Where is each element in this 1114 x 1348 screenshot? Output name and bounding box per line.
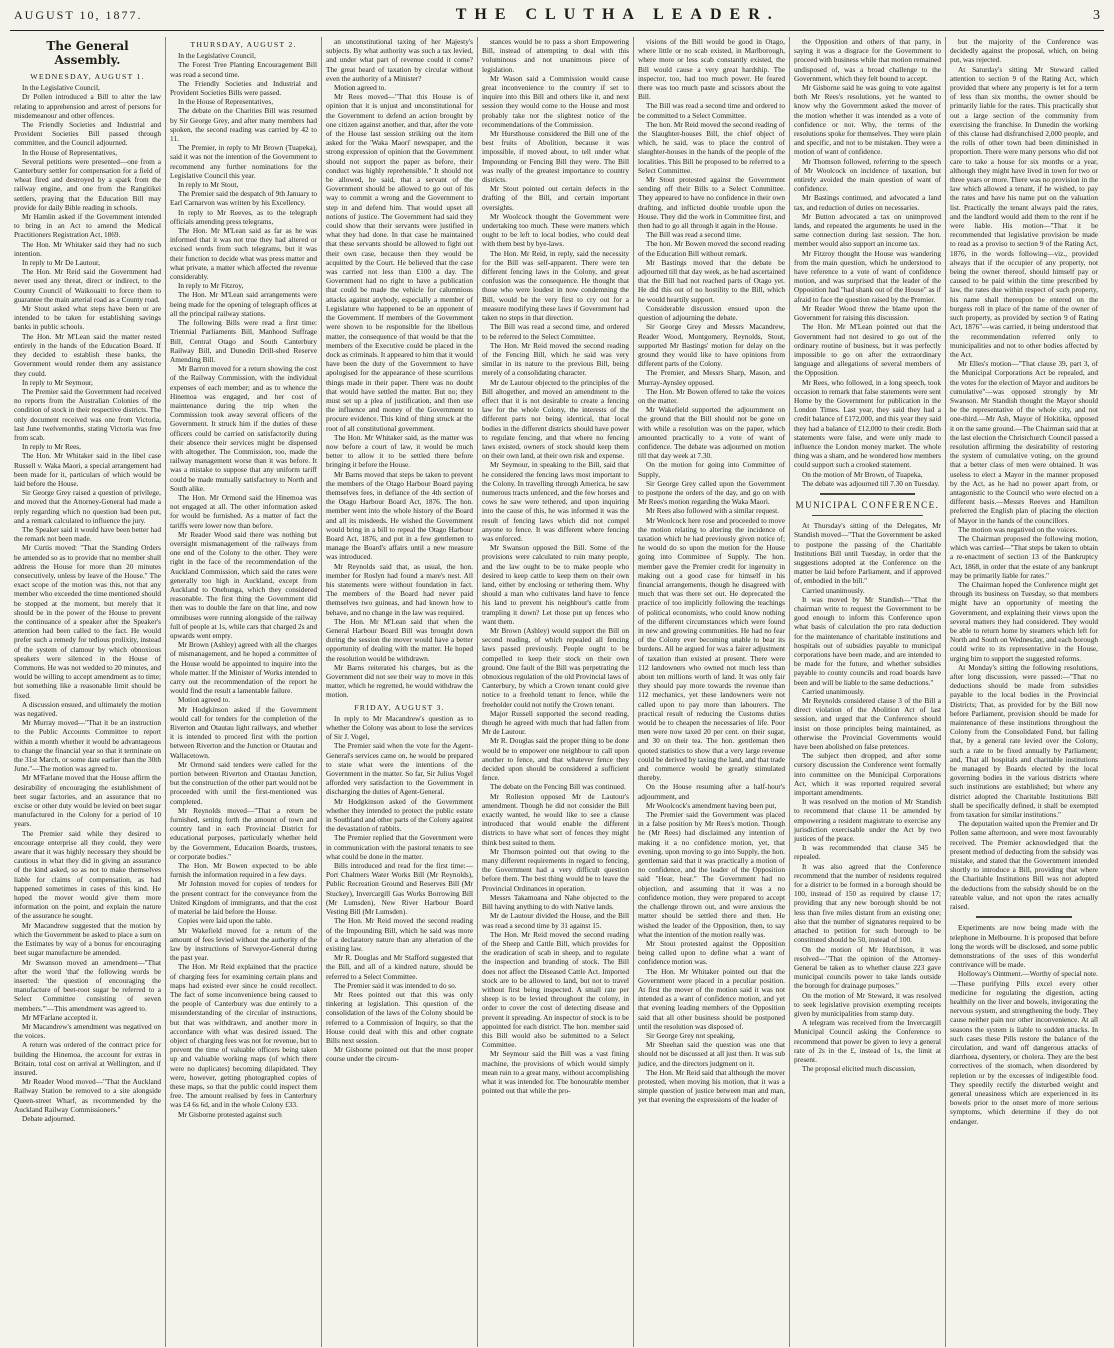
paragraph: Mr Ormond said tenders were called for the portion between Riverton and Otautau Junction, but the construction of the other part would not be proceeded with until the first-mentioned was completed.	[170, 759, 317, 806]
paragraph: Mr Woolcock thought the Government were undertaking too much. These were matters which ought to be left to local bodies, who could deal with them best by bye-laws.	[482, 211, 629, 249]
paragraph: Major Russell supported the second reading, though he agreed with much that had fallen from Mr de Lautour.	[482, 708, 629, 737]
paragraph: Mr Swanson opposed the Bill. Some of the provisions were calculated to ruin many people, and the law ought to be to make people who desired to keep cattle to keep them on their own land, either by enclosing or tethering them. Why should a man who cultivates land have to fence his land to prevent his neighbour's cattle from trampling it down? Let those put up fences who want them.	[482, 543, 629, 626]
masthead	[10, 6, 1104, 31]
paragraph: Mr Gisborne said he was going to vote against both Mr Rees's resolutions, yet he wanted to know why the Government asked the mover of the motion whether it was intended as a vote of confidence or not. Why, the terms of the resolutions spoke for themselves. They were plain and specific, and not to be mistaken. They were a motion of want of confidence.	[794, 83, 941, 157]
paragraph: The Hon. Mr Reid moved the second reading of the Impounding Bill, which he said was more of a declaratory nature than any alteration of the existing law.	[326, 916, 473, 953]
paragraph: It was recommended that clause 345 be repealed.	[794, 843, 941, 862]
paragraph: On the motion for going into Committee of Supply,	[638, 460, 785, 479]
paragraph: The Hon. Mr Whitaker said they had no such intention.	[14, 239, 161, 258]
columns	[10, 37, 1104, 1347]
page-number: 3	[1093, 8, 1100, 23]
paragraph: The Premier said the Government had received no reports from the Australian Colonies of the condition of stock in their respective districts. The only document received was one from Victoria, last June twelvemonths, stating Victoria was free from scab.	[14, 386, 161, 442]
paragraph: Mr R. Douglas said the proper thing to be done would be to empower one neighbour to call upon another to fence, and that whatever fence they decided upon should be considered a sufficient fence.	[482, 736, 629, 783]
paragraph: The Hon. Mr M'Lean said the matter rested entirely in the hands of the Education Board. If they decided to establish these banks, the Government would render them any assistance they could.	[14, 331, 161, 378]
paragraph: The following Bills were read a first time: Triennial Parliaments Bill, Manhood Suffrage Bill, Central Otago and South Canterbury Railway Bill, and Dunedin Drill-shed Reserve Amending Bill.	[170, 318, 317, 364]
paragraph: The Premier said the despatch of 9th January to Earl Carnarvon was written by his Excellency.	[170, 189, 318, 208]
paragraph: Mr M'Farlane moved that the House affirm the desirability of encouraging the establishment of beet sugar factories, and an assurance that no excise or other duty would be levied on beet sugar manufactured in the Colony for a period of 10 years.	[14, 773, 161, 829]
paragraph: On the motion of Mr Steward, it was resolved to seek legislative provision exempting receipts given by municipalities from stamp duty.	[794, 990, 941, 1018]
paragraph: In reply to Mr De Lautour,	[22, 258, 100, 268]
paragraph: In the House of Representatives,	[178, 97, 274, 107]
paragraph: Mr Woolcock here rose and proceeded to move the motion relating to altering the incidence of taxation which he had previously given notice of; he would do so upon the motion for the House going into Committee of Supply. The hon. member gave the Premier credit for ingenuity in making out a good case for himself in his financial arrangements, though he disagreed with much that was there set out. He deprecated the practice of too implicitly following the teachings of political economists, who could know nothing of the different circumstances which were found in new and growing communities. He had no fear of the Colony ever becoming unable to bear its burdens. All he argued for was a fairer adjustment of taxation than existed at present. There were 112 landowners who owned not much less than about ten millions worth of land. It was only fair they should pay more towards the revenue than 112 mechanics, yet these landowners were not called upon to pay more than labourers. The practical result of reducing the Customs duties would be to cheapen the necessaries of life. Poor men were now taxed 20 per cent. on their sugar, and 30 on their tea. The hon. gentleman then quoted statistics to show that a very large revenue could be derived by taxing the land, and that trade and commerce would be greatly stimulated thereby.	[638, 515, 785, 783]
paragraph: The Bill was read a second time.	[646, 230, 742, 240]
paragraph: The Friendly Societies and Industrial and Provident Societies Bill passed through committee, and the Council adjourned.	[14, 120, 161, 148]
paragraph: Mr Elles's motion—"That clause 39, part 3, of the Municipal Corporations Act be repealed, and the votes for the election of Mayor and auditors be cumulative"—was opposed strongly by Mr Swanson. Mr Standish thought the Mayor should be the representative of the whole city, and not one-third.—Mr Ash, Mayor of Hokitika, opposed it on the same ground.—The Chairman said that at the last election the Christchurch Council passed a resolution affirming the desirability of restoring the system of cumulative voting, on the ground that a better class of men were obtained. It was useless to elect a Mayor in the manner proposed by the Act, as he had no power apart from, or antagonistic to the Council who were elected on a different basis.—Messrs Reeves and Hamilton preferred the English plan of placing the election of Mayor in the hands of the councillors.	[950, 359, 1098, 525]
paragraph: Mr Swanson moved an amendment—"That after the word 'that' the following words be inserted: 'the question of encouraging the manufacture of beet-root sugar be referred to a Select Committee consisting of seven members.'"—This amendment was agreed to.	[14, 957, 161, 1013]
paragraph: Mr Hursthouse considered the Bill one of the best fruits of Abolition, because it was impossible, if moved about, to tell under what Impounding or Fencing Bill they were. The Bill was really of the greatest importance to country districts.	[482, 129, 629, 185]
paragraph: Mr Button advocated a tax on unimproved lands, and repeated the arguments he used in the same connection during last session. The hon. member would also support an income tax.	[794, 211, 941, 249]
paragraph: Mr Reynolds said that, as usual, the hon. member for Roslyn had found a mare's nest. All his statements were without foundation in fact. The members of the Board had never paid themselves two guineas, and had known how to behave, and no change in the law was required.	[326, 561, 473, 617]
paragraph: In the House of Representatives,	[22, 147, 118, 157]
paragraph: The Chairman proposed the following motion, which was carried—"That steps be taken to obtain a re-enactment of section 13 of the Bankruptcy Act, 1868, in order that the estate of any bankrupt may be primarily liable for rates."	[950, 533, 1098, 580]
paragraph: Mr Barron moved for a return showing the cost of the Railway Commission, with the individual expenses of each member; and as to whence the Hinemoa was engaged, and her cost of maintenance during the trip when the Commission took away several officers of the Government. It struck him if the duties of these officers could be carried on satisfactorily during their absence their services might be dispensed with altogether. The Commission, too, made the railway management worse than it was before. It was a mistake to suppose that any uniform tariff could be made mutually satisfactory to North and South alike.	[170, 364, 317, 493]
paragraph: Mr Wason said a Commission would cause great inconvenience to the country if set to inquire into this Bill and others like it, and next session they would come to the House and most probably take not the slightest notice of the recommendations of the Commission.	[482, 73, 629, 129]
paragraph: Mr Johnston moved for copies of tenders for the present contract for the conveyance from the United Kingdom of immigrants, and that the cost of material be laid before the House.	[170, 879, 317, 917]
paragraph: Mr Rees moved—"That this House is of opinion that it is unjust and unconstitutional for the Government to defend an action brought by one citizen against another, and that, after the vote of the House last session striking out the item asked for the 'Waka Maori' newspaper, and the strong expression of opinion that the Government should not support the paper as before, their conduct was highly reprehensible." It should not be allowed, he said, that a servant of the Government should be allowed to go out of his way to commit a wrong and the Government to step in and defend him. That would upset all notions of justice. The Government had said they could show that their servants were justified in what they had done. In that case he maintained that these servants should be allowed to fight out their own case, because then they would be acquitted by the Court. He believed that the case was carried not less than £100 a day. The Government had no right to have a publication that could be made the vehicle for calumnious attacks against anybody, especially a member of Legislature who happened to be an opponent of the Government. If members of the Government were shown to be responsible for the libellous matter, the consequence of that would be that the members of the Executive could be placed in the dock as criminals. It appeared to him that it would have been the duty of the Government to have apologised for the appearance of these scurrilous things made in their paper. There was no doubt that would have settled the matter. But no; they must set up a plea of justification, and then use the influence and money of the Government to procure evidence. This kind of thing struck at the root of all constitutional government.	[326, 92, 473, 433]
paragraph: Mr M'Farlane accepted it.	[22, 1012, 98, 1022]
column-3	[322, 37, 478, 1347]
paragraph: Carried unanimously.	[802, 585, 865, 595]
paragraph: an unconstitutional taxing of her Majesty's subjects. By what authority was such a tax levied, and under what part of revenue could it come? The great heard of taxation by circular without even the authority of a Minister?	[326, 37, 473, 83]
section-heading: The General Assembly.	[46, 39, 129, 67]
paragraph: Mr Macandrew's amendment was negatived on the voices.	[14, 1021, 161, 1041]
column-7-body-continued	[950, 923, 1098, 1125]
paragraph: The Hon. Mr Whitaker said in the libel case Russell v. Waka Maori, a special arrangement had been made for it, particulars of which would be laid before the House.	[14, 451, 161, 488]
paragraph: It was resolved on the motion of Mr Standish to recommend that clause 11 be amended by empowering a resident magistrate to exercise any jurisdiction exercisable under the Act by two justices of the peace.	[794, 797, 941, 844]
column-3-body	[326, 37, 473, 700]
paragraph: The debate on the Fencing Bill was continued.	[490, 782, 626, 792]
paragraph: In the Legislative Council,	[22, 83, 100, 93]
paragraph: Sir George Grey and Messrs Macandrew, Reader Wood, Montgomery, Reynolds, Stout, supported Mr Bastings' motion for delay on the ground they would like to have opinions from different parts of the Colony.	[638, 322, 785, 369]
paragraph: The Friendly Societies and Industrial and Provident Societies Bills were passed.	[170, 78, 317, 98]
issue-date: AUGUST 10, 1877.	[14, 8, 143, 22]
paragraph: The Hon. Mr Reid moved the second reading of the Sheep and Cattle Bill, which provides for the eradication of scab in sheep, and to regulate the inspection and branding of stock. The Bill does not affect the Diseased Cattle Act. Imported stock are to be allowed to land, but not to travel without first being inspected. A small rate per sheep is to be levied throughout the colony, in order to cover the cost of detecting disease and prevent it spreading. An inspector of stock is to be appointed for each district. The hon. member said this Bill would also be submitted to a Select Committee.	[482, 929, 629, 1050]
column-6	[790, 37, 946, 1347]
divider	[976, 916, 1072, 918]
paragraph: A discussion ensued, and ultimately the motion was negatived.	[14, 699, 161, 719]
column-4	[478, 37, 634, 1347]
paragraph: Sir George Grey called upon the Government to postpone the orders of the day, and go on with Mr Rees's motion regarding the Waka Maori.	[638, 478, 785, 507]
paragraph: Debate adjourned.	[22, 1113, 76, 1123]
paragraph: The hon. Mr Reid moved the second reading of the Slaughter-houses Bill, the chief object of which, he said, was to place the control of slaughter-houses in the hands of the people of the localities. This Bill he proposed to be referred to a Select Committee.	[638, 119, 785, 175]
paragraph: In reply to Mr Fitzroy,	[178, 281, 244, 291]
paragraph: The Hon. Mr M'Lean pointed out that the Government had not desired to go out of the ordinary routine of business, but it was perfectly impossible to go on after the extraordinary language and allegations of several members of the Opposition.	[794, 322, 941, 378]
date-subhead: FRIDAY, AUGUST 3.	[354, 702, 445, 712]
paragraph: Mr Curtis moved: "That the Standing Orders be amended so as to provide that no member shall address the House for more than 20 minutes consecutively, unless by leave of the House." The exact scope of the motion was this, not that any member who exceeded the time mentioned should be stopped at the moment, but merely that it should be in the power of the House to prevent the continuance of a speaker after the Speaker's attention had been called to the fact. He would prefer such a remedy for tedious prolixity, instead of the system of clamour by which obnoxious speakers were silenced in the House of Commons. He was not wedded to 20 minutes, and would be willing to accept amendment as to time; but something like a reasonable limit should be fixed.	[14, 543, 161, 700]
paragraph: Mr R. Douglas and Mr Stafford suggested that the Bill, and all of a kindred nature, should be referred to a Select Committee.	[326, 953, 473, 981]
paragraph: Mr Brown (Ashley) would support the Bill on second reading, of which repealed all fencing laws passed previously. People ought to be compelled to keep their stock on their own ground. One fault of the Bill was perpetrating the obnoxious regulation of the old Provincial laws of Canterbury, by which a Crown tenant could give notice to a freehold tenant to fence, while the freeholder could not notify the Crown tenant.	[482, 626, 629, 709]
paragraph: Copies were laid upon the table.	[178, 916, 273, 926]
paragraph: The Premier said it was intended to do so.	[334, 980, 457, 990]
paragraph: On the House resuming after a half-hour's adjournment, and	[638, 782, 785, 801]
paragraph: Mr de Lautour objected to the principles of the Bill altogether, and moved an amendment to the effect that it is not desirable to create a fencing law for the whole Colony, the interests of the different parts not being identical, that local bodies in the different districts should have power to regulate fencing, and that where no fencing laws existed, owners of stock should keep them on their own land, at their own risk and expense.	[482, 377, 629, 461]
paragraph: Mr Wakefield supported the adjournment on the ground that the Bill should not be gone on with while a resolution was on the paper, which amounted practically to a vote of want of confidence. The debate was adjourned on motion till that day week at 7.30.	[638, 405, 785, 461]
paragraph: Mr Stout pointed out certain defects in the drafting of the Bill, and certain important oversights.	[482, 184, 629, 212]
paragraph: visions of the Bill would be good in Otago, where little or no scab existed, in Marlborough, where more or less scab constantly existed, the Bill would cause a very great hardship. The inspector, too, had too much power. He feared there was too much paste and scissors about the Bill.	[638, 37, 785, 102]
paragraph: Sir George Grey raised a question of privilege, and moved that the Attorney-General had made a reply regarding which no question had been put, and a remark calculated to influence the jury.	[14, 488, 161, 525]
section-title: MUNICIPAL CONFERENCE.	[795, 499, 940, 510]
column-4-body	[482, 37, 629, 1095]
paragraph: The deputation waited upon the Premier and Dr Pollen same afternoon, and were most favourably received. The Premier acknowledged that the present method of deducting from the subsidy was mistake, and stated that the Government intended shortly to introduce a Bill, providing that where the Charitable Institutions Bill was not adopted the deductions from the subsidy should be on the rateable value, and not upon the rates actually raised.	[950, 819, 1098, 912]
paragraph: In reply to Mr Seymour,	[22, 377, 93, 387]
paragraph: Mr Thomson followed, referring to the speech of Mr Woolcock on incidence of taxation, but entirely avoided the main question of want of confidence.	[794, 156, 941, 194]
paragraph: Mr Reynolds considered clause 3 of the Bill a direct violation of the Abolition Act of last session, and urged that the Conference should insist on those principles being maintained, as otherwise the Provincial Governments would have been abolished on false pretences.	[794, 696, 941, 752]
paragraph: The proposal elicited much discussion,	[802, 1064, 916, 1074]
paragraph: The debate was adjourned till 7.30 on Tuesday.	[802, 478, 940, 488]
paragraph: At Saturday's sitting Mr Steward called attention to section 9 of the Rating Act, which provided that where any property is let for a term of less than six months, the owner should be primarily liable for the rates. This practically shut out a large section of the community from exercising the franchise. In Dunedin the working of this clause had disfranchised 2,000 people, and the rolls of other town had been diminished in proportion. There were many persons who did not care to take a house for six months or a year, although they might have lived in town for two or three years or more. There was no provision in the law which allowed a tenant, if he wished, to pay the rates and have his name put on the valuation list. Practically the tenant always paid the rates, and the landlord would add them to the rent if he were liable. His motion—"That it be recommended that legislative provision be made to read as a proviso to section 9 of the Rating Act, 1876, in the words following—viz., provided always that if the occupier of any property, not being the owner thereof, should himself pay or caused to be paid within the time prescribed by law, the rates due within respect of such property, his name shall thereupon be entered on the burgess roll in place of the name of the owner of such property, as provided by section 9 of Rating Act, 1876"—was carried, it being understood that the recommendation referred only to municipalities and not to other bodies affected by the Act.	[950, 64, 1098, 359]
paragraph: Several petitions were presented—one from a Canterbury settler for compensation for a field of wheat fired and destroyed by a spark from the railway engine, and one from the Rangitikei settlers, praying that the Education Bill may provide for daily Bible reading in schools.	[14, 156, 161, 212]
paragraph: The Hon. Mr Ormond said the Hinemoa was not engaged at all. The other information asked for would be furnished. As a matter of fact the tariffs were lower now than before.	[170, 492, 317, 530]
paragraph: At Monday's sitting the following resolutions, after long discussion, were passed:—"That no deductions should be made from subsidies payable to the local bodies in the Provincial Districts; That, as provided for by the Bill now before Parliament, provision should be made for maintenance of these institutions throughout the Colony from the Consolidated Fund, but failing that, by a general rate levied over the Colony, such a rate to be fixed annually by Parliament; and, That all hospitals and charitable institutions be managed by Boards elected by the local governing bodies in the various districts where such institutions are established; but where any district adopted the Charitable Institutions Bill shall be specifically defined, it shall be exempted from taxation for similar institutions."	[950, 662, 1098, 820]
paragraph: Mr Gisborne pointed out that the most proper course under the circum-	[326, 1045, 473, 1064]
paragraph: Mr Stout protested against the Opposition being called upon to define what a want of confidence motion was.	[638, 938, 785, 967]
column-7-body	[950, 37, 1098, 911]
paragraph: The Hon. Mr M'Lean said that when the General Harbour Board Bill was brought down during the session the mover would have a better opportunity of dealing with the matter. He hoped the resolution would be withdrawn.	[326, 616, 473, 663]
paragraph: Mr Barns reiterated his charges, but as the Government did not see their way to move in this matter, which he regretted, he would withdraw the motion.	[326, 662, 474, 700]
paragraph: At Thursday's sitting of the Delegates, Mr Standish moved—"That the Government be asked to postpone the passing of the Charitable Institutions Bill until Tuesday, in order that the suggestions adopted at the Conference on the matter be laid before Parliament, and if approved of, embodied in the bill."	[794, 521, 941, 586]
column-3-body-continued	[326, 714, 473, 1064]
paragraph: The Premier said when the vote for the Agent-General's services came on, he would be prepared to state what were the intentions of the Government in the matter. So far, Sir Julius Vogel afforded very satisfaction to the Government in discharging the duties of Agent-General.	[326, 741, 473, 797]
paragraph: Mr Reader Wood said there was nothing but oversight mismanagement of the railways from one end of the Colony to the other. They were right in the face of the recommendation of the Auckland Commission, which said the rates were generally too high in Auckland, except from Auckland to Onehunga, which they considered reasonable. The first thing the Government did then was to double the fare on that line, and now omnibuses were running alongside of the railway full of people at 1s, while cars that charged 2s and upwards went empty.	[170, 529, 317, 640]
column-5-body	[638, 37, 785, 1105]
paragraph: Messrs Takamoana and Nahe objected to the Bill having anything to do with Native lands.	[482, 892, 629, 912]
paragraph: Mr Murray moved—"That it be an instruction to the Public Accounts Committee to report within a month whether it would be advantageous to change the financial year so that it terminate on the 31st March, or some date earlier than the 30th June."—The motion was agreed to.	[14, 718, 161, 774]
paragraph: Mr Hamlin asked if the Government intended to bring in an Act to amend the Medical Practitioners Registration Act, 1869.	[14, 212, 161, 240]
paragraph: The debate on the Charities Bill was resumed by Sir George Grey, and after many members had spoken, the second reading was carried by 42 to 11.	[170, 106, 317, 144]
column-2	[166, 37, 322, 1347]
paragraph: Mr Reader Wood moved—"That the Auckland Railway Station be removed to a site alongside Queen-street Wharf, as recommended by the Auckland Railway Commissioners."	[14, 1077, 161, 1114]
paragraph: Considerable discussion ensued upon the question of adjourning the debate.	[638, 303, 785, 323]
paragraph: The Forest Tree Planting Encouragement Bill was read a second time.	[170, 60, 317, 79]
paragraph: The Premier, in reply to Mr Brown (Tuapeka), said it was not the intention of the Government to recommend any further nominations for the Legislative Council this year.	[170, 143, 317, 180]
paragraph: Mr Stout asked what steps have been or are intended to be taken for establishing savings banks in public schools.	[14, 304, 161, 332]
paragraph: Mr Rolleston opposed Mr de Lautour's amendment. Though he did not consider the Bill exactly wanted, he would like to see a clause introduced that would enable the different districts to have what sort of fences they might think best suited to them.	[482, 791, 629, 847]
paragraph: The Premier replied that the Government were in communication with the pastoral tenants to see what could be done in the matter.	[326, 833, 473, 861]
paragraph: Sir George Grey not speaking,	[646, 1030, 735, 1040]
column-2-body	[170, 51, 317, 1119]
paragraph: The Speaker said it would have been better had the remark not been made.	[14, 524, 161, 544]
paragraph: Mr Fitzroy thought the House was wandering from the main question, which he understood to have reference to a vote of want of confidence motion, and was surprised that the leader of the Opposition had "had shank out of the House" as if afraid to face the question raised by the Premier.	[794, 248, 941, 304]
paragraph: stances would be to pass a short Empowering Bill, instead of attempting to deal with this voluminous and not unanimous piece of legislation.	[482, 37, 629, 74]
paragraph: Mr Thomson pointed out that owing to the many different requirements in regard to fencing, the Government had a very difficult question before them. The best thing would be to leave the Provincial Ordinances in operation.	[482, 846, 629, 893]
paragraph: Mr Hodgkinson asked of the Government whether they intended to protect the public estate in Southland and other parts of the Colony against the devastation of rabbits.	[326, 796, 473, 834]
paragraph: Mr Barns moved that steps be taken to prevent the members of the Otago Harbour Board paying themselves fees, in defiance of the 4th section of the Otago Harbour Board Act, 1876. The hon. member went into the whole history of the Board and all its misdeeds. He wished the Government would bring in a bill to repeal the Otago Harbour Board Act, 1876, and put in a few gentlemen to manage the Board's affairs until a new measure was introduced.	[326, 469, 473, 562]
divider	[820, 493, 915, 495]
paragraph: Motion agreed to.	[334, 83, 387, 93]
paragraph: A telegram was received from the Invercargill Municipal Council asking the Conference to recommend that power be given to levy a general rate of 2s in the £, instead of 1s, the limit at present.	[794, 1018, 941, 1064]
paragraph: The Hon. Mr M'Lean said as far as he was informed that it was not true they had altered or excised words from such telegrams, but it was their function to decide what was press matter and what private, a matter which affected the revenue considerably.	[170, 226, 317, 282]
paragraph: Mr Seymour, in speaking to the Bill, said that he considered the fencing laws most important to the Colony. In travelling through America, he saw numerous tracts unfenced, and the few horses and cows he saw were tethered, and upon inquiring into the cause of this, he was informed it was the result of fencing laws which did not compel anyone to fence. It was different where fencing was enforced.	[482, 460, 629, 543]
paragraph: It was also agreed that the Conference recommend that the number of residents required for a district to be formed in a borough should be 100, instead of 150 as required by clause 17; providing that any new borough should be not less than five miles distant from an existing one; also that the number of signatures required to be attached to petition for such borough to be constituted should be 50, instead of 100.	[794, 861, 941, 945]
newspaper-title: THE CLUTHA LEADER.	[455, 6, 780, 23]
paragraph: In reply to Mr Rees,	[22, 442, 81, 452]
paragraph: The Bill was read a second time, and ordered to be referred to the Select Committee.	[482, 322, 629, 341]
paragraph: Carried unanimously.	[802, 686, 865, 696]
paragraph: In the Legislative Council,	[178, 51, 256, 61]
paragraph: The Hon. Mr Reid, in reply, said the necessity for the Bill was self-apparent. There were ten different fencing laws in the Colony, and great confusion was the consequence. He thought that those who were loudest in now condemning the Bill, would be the very first to cry out for a measure modifying these laws if Government had taken no steps in that direction.	[482, 248, 629, 323]
paragraph: Mr Rees pointed out that this was only tinkering at legislation. This question of the consolidation of the laws of the Colony should be referred to a Commission of Inquiry, so that the House could deal with this and other cognate Bills next session.	[326, 989, 473, 1045]
paragraph: The Premier, and Messrs Sharp, Mason, and Murray-Aynsley opposed.	[638, 368, 785, 387]
paragraph: The Hon. Mr Whitaker said, as the matter was now before a court of law, it would be much better to allow it to be settled there before bringing it before the House.	[326, 432, 473, 470]
paragraph: Mr Hodgkinson asked if the Government would call for tenders for the completion of the Riverton and Otautau light railways, and whether it is intended to proceed first with the portion between Riverton and the Junction or Otautau and Wallacetown.	[170, 704, 317, 760]
date-subhead: WEDNESDAY, AUGUST 1.	[30, 72, 145, 81]
paragraph: The Bill was read a second time and ordered to be committed to a Select Committee.	[638, 101, 785, 120]
paragraph: the Opposition and others of that party, in saying it was a disgrace for the Government to proceed with business while that motion remained undisposed of, was a broad challenge to the Government, which they felt bound to accept.	[794, 37, 941, 83]
paragraph: The Hon. Mr Reid said that although the mover protested, when moving his motion, that it was a simple question of justice between man and man, yet that evening the expressions of the leader of	[638, 1067, 785, 1105]
paragraph: The hon. Mr Bowen moved the second reading of the Education Bill without remark.	[638, 239, 785, 258]
column-5	[634, 37, 790, 1347]
paragraph: Mr Reynolds moved—"That a return be furnished, setting forth the amount of town and country land in each Provincial District for educational purposes, particularly whether held by the Government, Education Boards, trustees, or corporate bodies."	[170, 805, 317, 861]
paragraph: The Hon. Mr M'Lean said arrangements were being made for the opening of telegraph offices at all the principal railway stations.	[170, 290, 317, 318]
paragraph: Mr Reader Wood threw the blame upon the Government for raising this discussion.	[794, 303, 941, 323]
paragraph: A return was ordered of the contract price for building the Hinemoa, the account for extras in Britain, total cost on arrival at Wellington, and if insured.	[14, 1040, 161, 1077]
paragraph: Mr Rees also followed with a similar request.	[646, 506, 779, 516]
paragraph: Mr Rees, who followed, in a long speech, took occasion to remark that false statements were sent Home by the Government for publication in the London Times. Last year, they said they had a credit balance of £172,000, and this year they said they had a balance of £12,000 to their credit. Both statements were false, and were only made to influence the London money market. The whole thing was a sham, and he wondered how members could support such a crooked statement.	[794, 377, 941, 470]
paragraph: Mr Gisborne protested against such	[178, 1109, 282, 1119]
paragraph: Mr Brown (Ashley) agreed with all the charges of mismanagement, and he hoped a committee of the House would be appointed to inquire into the whole matter. If the Minister of Works intended to carry out the recommendation of the report he would find the result a lamentable failure.	[170, 640, 317, 696]
paragraph: Mr Bastings continued, and advocated a land tax, and reduction of duties on necessaries.	[794, 193, 941, 212]
paragraph: The Premier said while they desired to encourage enterprise all they could, they were aware that it was highly necessary they should be cautious in what they did in giving an assurance of the kind asked, so as not to make themselves liable for claims of compensation, as had happened sometimes in cases of this kind. He hoped the mover would give them more information on the point, and explain the nature of the assurance he sought.	[14, 828, 161, 921]
paragraph: Motion agreed to.	[178, 695, 231, 705]
paragraph: The Hon. Mr Bowen expected to be able furnish the information required in a few days.	[170, 861, 317, 880]
paragraph: The Hon. Mr Whitaker pointed out that the Government were placed in a peculiar position. At first the mover of the motion said it was not intended as a want of confidence motion, and yet that evening leading members of the Opposition said that all other business should be postponed until the resolution was disposed of.	[638, 966, 785, 1031]
paragraph: In reply to Mr Macandrew's question as to whether the Colony was about to lose the services of Sir J. Vogel,	[326, 713, 473, 742]
paragraph: The subject then dropped, and after some cursory discussion the Conference went formally into committee on the Municipal Corporations Act, which it was reported required several important amendments.	[794, 751, 941, 798]
paragraph: The Premier said the Government was placed in a false position by Mr Rees's motion. Though he (Mr Rees) had disclaimed any intention of making it a no confidence motion, yet, that evening, upon moving to go into Supply, the hon. gentleman said that it was practically a motion of no confidence, and the leader of the Opposition said "Hear, hear." The Government had no objection, and assuming that it was a no confidence motion, they were prepared to accept the challenge thrown out, and were anxious the matter should be settled there and then. He wished the leader of the Opposition, then, to say what the intention of the motion really was.	[638, 810, 785, 939]
paragraph: The Chairman hoped the Conference might get through its business on Tuesday, so that members might have an opportunity of meeting the Government, and explaining their views upon the several matters they had considered. They would be able to return home by steamers which left for North and South on Wednesday, and each borough could write to its representative in the House, urging him to support the suggested reforms.	[950, 579, 1098, 663]
paragraph: Dr Pollen introduced a Bill to alter the law relating to apprehension and arrest of persons for misdemeanour and other offences.	[14, 92, 161, 120]
paragraph: The Hon. Mr Reid moved the second reading of the Fencing Bill, which he said was very similar in its nature to the previous Bill, being merely of a consolidating character.	[482, 340, 629, 378]
date-subhead: THURSDAY, AUGUST 2.	[190, 40, 297, 49]
paragraph: Holloway's Ointment.—Worthy of special note.—These purifying Pills excel every other medicine for regulating the digestion, acting healthily on the liver and bowels, invigorating the nervous system, and strengthening the body. They cause neither pain nor other inconvenience. At all seasons the system is liable to sudden attacks. In such cases these Pills restore the balance of the circulation, and ward off dangerous attacks of diarrhoea, dysentery, or cholera. They are the best correctives of the stomach, when disordered by repletion or by the excesses of indigestible food. They speedily rectify the disturbed weight and general uneasiness which are experienced in its bowels prior to the onset more of more serious symptoms, which determine if they do not endanger.	[950, 969, 1098, 1126]
paragraph: The Hon. Mr Reid explained that the practice of charging fees for examining certain plans and maps had existed ever since he could recollect. The fact of some inconvenience being caused to the people of Canterbury was due entirely to a misunderstanding of the circular of instructions, but that was withdrawn, and another more in accordance with what was desired issued. The object of charging fees was not for revenue, but to prevent the time of valuable officers being taken up and valuable working maps (of which there were no duplicates) becoming dilapidated. They were, however, getting photographed copies of these maps, so that the public could inspect them free. The amount realised by fees in Canterbury was £4 6s 6d, and in the whole Colony £33.	[170, 962, 317, 1110]
paragraph: Bills introduced and read for the first time:—Port Chalmers Water Works Bill (Mr Reynolds), Public Recreation Ground and Reserves Bill (Mr Stuckey), Invercargill Gas Works Borrowing Bill (Mr Lumsden), New River Harbour Board Vesting Bill (Mr Lumsden).	[326, 861, 473, 917]
paragraph: Mr Bastings moved that the debate be adjourned till that day week, as he had ascertained that the Bill had not reached parts of Otago yet. He did this out of no hostility to the Bill, which he would heartily support.	[638, 257, 785, 304]
paragraph: Mr de Lautour divided the House, and the Bill was read a second time by 31 against 15.	[482, 911, 629, 930]
column-1	[10, 37, 166, 1347]
column-7	[946, 37, 1102, 1347]
paragraph: Mr Seymour said the Bill was a vast fining machine, the provisions of which would simply mean ruin to a great many, without accomplishing what it was intended for. The honourable member pointed out that while the pro-	[482, 1049, 629, 1096]
paragraph: Mr Wakefield moved for a return of the amount of fees levied without the authority of the law by instructions of Surveyor-General during the past year.	[170, 925, 317, 963]
paragraph: Experiments are now being made with the telephone in Melbourne. It is proposed that before long the words will be disclosed, and some public demonstrations of the uses of this wonderful contrivance will be made.	[950, 923, 1098, 970]
paragraph: The Hon. Mr Reid said the Government had never used any threat, direct or indirect, to the County Council of Waikouaiti to force them to guarantee the main arterial road as a County road.	[14, 267, 161, 304]
column-1-body	[14, 83, 161, 1123]
paragraph: It was moved by Mr Standish—"That the chairman write to request the Government to be good enough to inform this Conference upon what basis of calculation the pro rata deduction for the maintenance of charitable institutions and hospitals out of subsidies payable to municipal corporations have been made, and are intended to be made for the future, and whether subsidies payable to county councils and road boards have been and will be liable to the same deductions."	[794, 594, 941, 687]
divider	[812, 515, 923, 516]
paragraph: On the motion of Mr Hutchison, it was resolved—"That the opinion of the Attorney-General be taken as to whether clause 223 gave municipal councils power to take lands outside the borough for drainage purposes."	[794, 944, 941, 991]
column-6-body-continued	[794, 521, 941, 1073]
paragraph: Mr Stout protested against the Government sending off their Bills to a Select Committee. They appeared to have no confidence in their own drafting, and inflicted double trouble upon the House. They did the work in Committee first, and then had to go all through it again in the House.	[638, 175, 785, 231]
paragraph: Mr Sheehan said the question was one that should not be discussed at all just then. It was sub judice, and the directors judgment on it.	[638, 1040, 785, 1068]
paragraph: but the majority of the Conference was decidedly against the proposal, which, on being put, was rejected.	[950, 37, 1098, 65]
paragraph: The motion was negatived on the voices.	[958, 524, 1078, 534]
paragraph: Mr Macandrew suggested that the motion by which the Government be asked to place a sum on the Estimates by way of a bonus for encouraging beet sugar manufacture be amended.	[14, 920, 161, 958]
paragraph: In reply to Mr Reeves, as to the telegraph officials amending press telegrams,	[170, 207, 317, 226]
column-6-body	[794, 37, 941, 488]
paragraph: Mr Woolcock's amendment having been put,	[646, 800, 777, 810]
paragraph: In reply to Mr Stout,	[178, 180, 239, 190]
paragraph: The Hon. Mr Bowen offered to take the voices on the matter.	[638, 386, 785, 405]
paragraph: On the motion of Mr Brown, of Tuapeka,	[802, 469, 923, 479]
